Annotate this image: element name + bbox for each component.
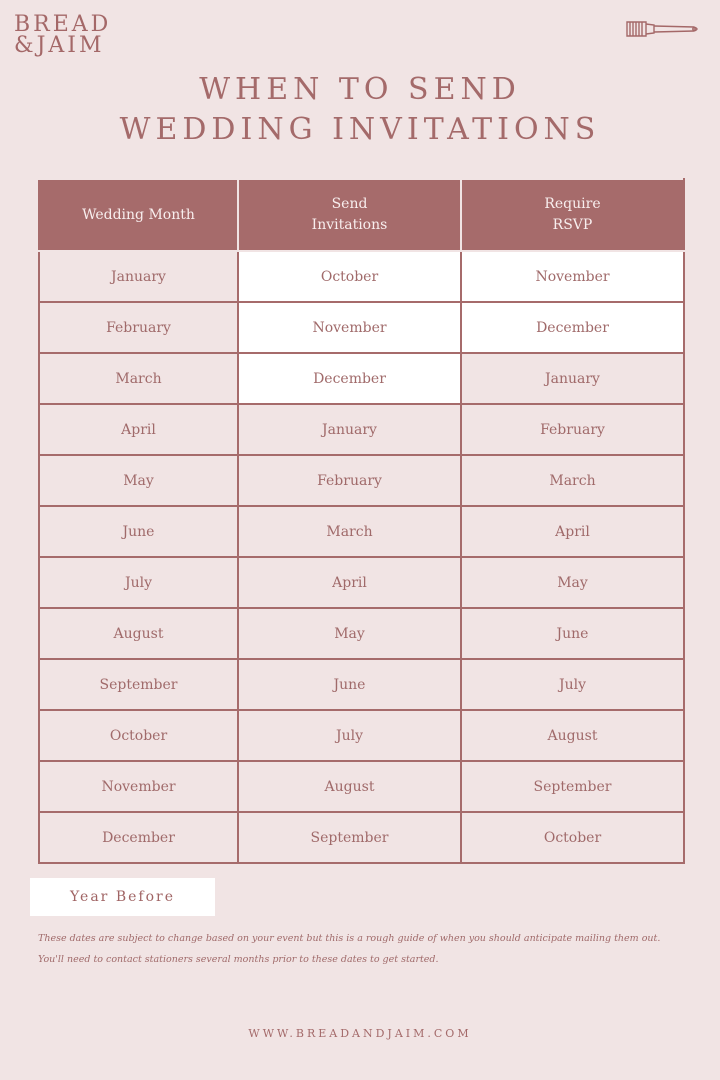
wedding-month-cell: January xyxy=(39,251,238,302)
table-row xyxy=(39,608,684,659)
wedding-month-cell: May xyxy=(39,455,238,506)
table-row xyxy=(39,251,684,302)
table-row xyxy=(39,353,684,404)
invitation-schedule-table xyxy=(38,178,685,864)
send-invitations-cell: September xyxy=(238,812,461,863)
page-title-line-2: WEDDING INVITATIONS xyxy=(119,112,601,147)
brand-logo xyxy=(14,14,111,56)
require-rsvp-cell: September xyxy=(461,761,684,812)
wedding-month-cell: June xyxy=(39,506,238,557)
table-row xyxy=(39,659,684,710)
send-invitations-cell: October xyxy=(238,251,461,302)
page-title xyxy=(0,70,720,150)
page-title-line-1: WHEN TO SEND xyxy=(199,72,521,107)
require-rsvp-cell: July xyxy=(461,659,684,710)
website-link[interactable]: WWW.BREADANDJAIM.COM xyxy=(248,1027,472,1040)
table-row xyxy=(39,812,684,863)
require-rsvp-cell: December xyxy=(461,302,684,353)
send-invitations-cell: February xyxy=(238,455,461,506)
send-invitations-cell: December xyxy=(238,353,461,404)
table-row xyxy=(39,761,684,812)
require-rsvp-cell: February xyxy=(461,404,684,455)
require-rsvp-cell: March xyxy=(461,455,684,506)
wedding-month-cell: April xyxy=(39,404,238,455)
send-invitations-cell: August xyxy=(238,761,461,812)
require-rsvp-cell: April xyxy=(461,506,684,557)
send-invitations-cell: July xyxy=(238,710,461,761)
require-rsvp-cell: October xyxy=(461,812,684,863)
table-row xyxy=(39,506,684,557)
header-require-rsvp: Require RSVP xyxy=(461,179,684,251)
table-header-row xyxy=(39,179,684,251)
disclaimer-line-2: You'll need to contact stationers several months prior to these dates to get started. xyxy=(38,954,439,965)
wedding-month-cell: September xyxy=(39,659,238,710)
send-invitations-cell: April xyxy=(238,557,461,608)
send-invitations-cell: November xyxy=(238,302,461,353)
disclaimer-line-1: These dates are subject to change based on your event but this is a rough guide of when you should anticipate mailing them out. xyxy=(38,933,661,944)
wedding-month-cell: July xyxy=(39,557,238,608)
send-invitations-cell: March xyxy=(238,506,461,557)
send-invitations-cell: January xyxy=(238,404,461,455)
wedding-month-cell: August xyxy=(39,608,238,659)
paintbrush-icon xyxy=(624,16,702,42)
require-rsvp-cell: June xyxy=(461,608,684,659)
wedding-month-cell: November xyxy=(39,761,238,812)
header-send-invitations: Send Invitations xyxy=(238,179,461,251)
require-rsvp-cell: November xyxy=(461,251,684,302)
table-row xyxy=(39,455,684,506)
wedding-month-cell: March xyxy=(39,353,238,404)
wedding-month-cell: February xyxy=(39,302,238,353)
table-row xyxy=(39,302,684,353)
table-row xyxy=(39,404,684,455)
send-invitations-cell: May xyxy=(238,608,461,659)
table-row xyxy=(39,710,684,761)
require-rsvp-cell: August xyxy=(461,710,684,761)
brand-logo-line-2: &JAIM xyxy=(14,33,105,58)
brand-logo-line-1: BREAD xyxy=(14,12,112,37)
send-invitations-cell: June xyxy=(238,659,461,710)
wedding-month-cell: October xyxy=(39,710,238,761)
wedding-month-cell: December xyxy=(39,812,238,863)
header-wedding-month: Wedding Month xyxy=(39,179,238,251)
year-before-legend: Year Before xyxy=(30,878,215,916)
table-row xyxy=(39,557,684,608)
require-rsvp-cell: May xyxy=(461,557,684,608)
disclaimer-note xyxy=(38,928,688,970)
require-rsvp-cell: January xyxy=(461,353,684,404)
